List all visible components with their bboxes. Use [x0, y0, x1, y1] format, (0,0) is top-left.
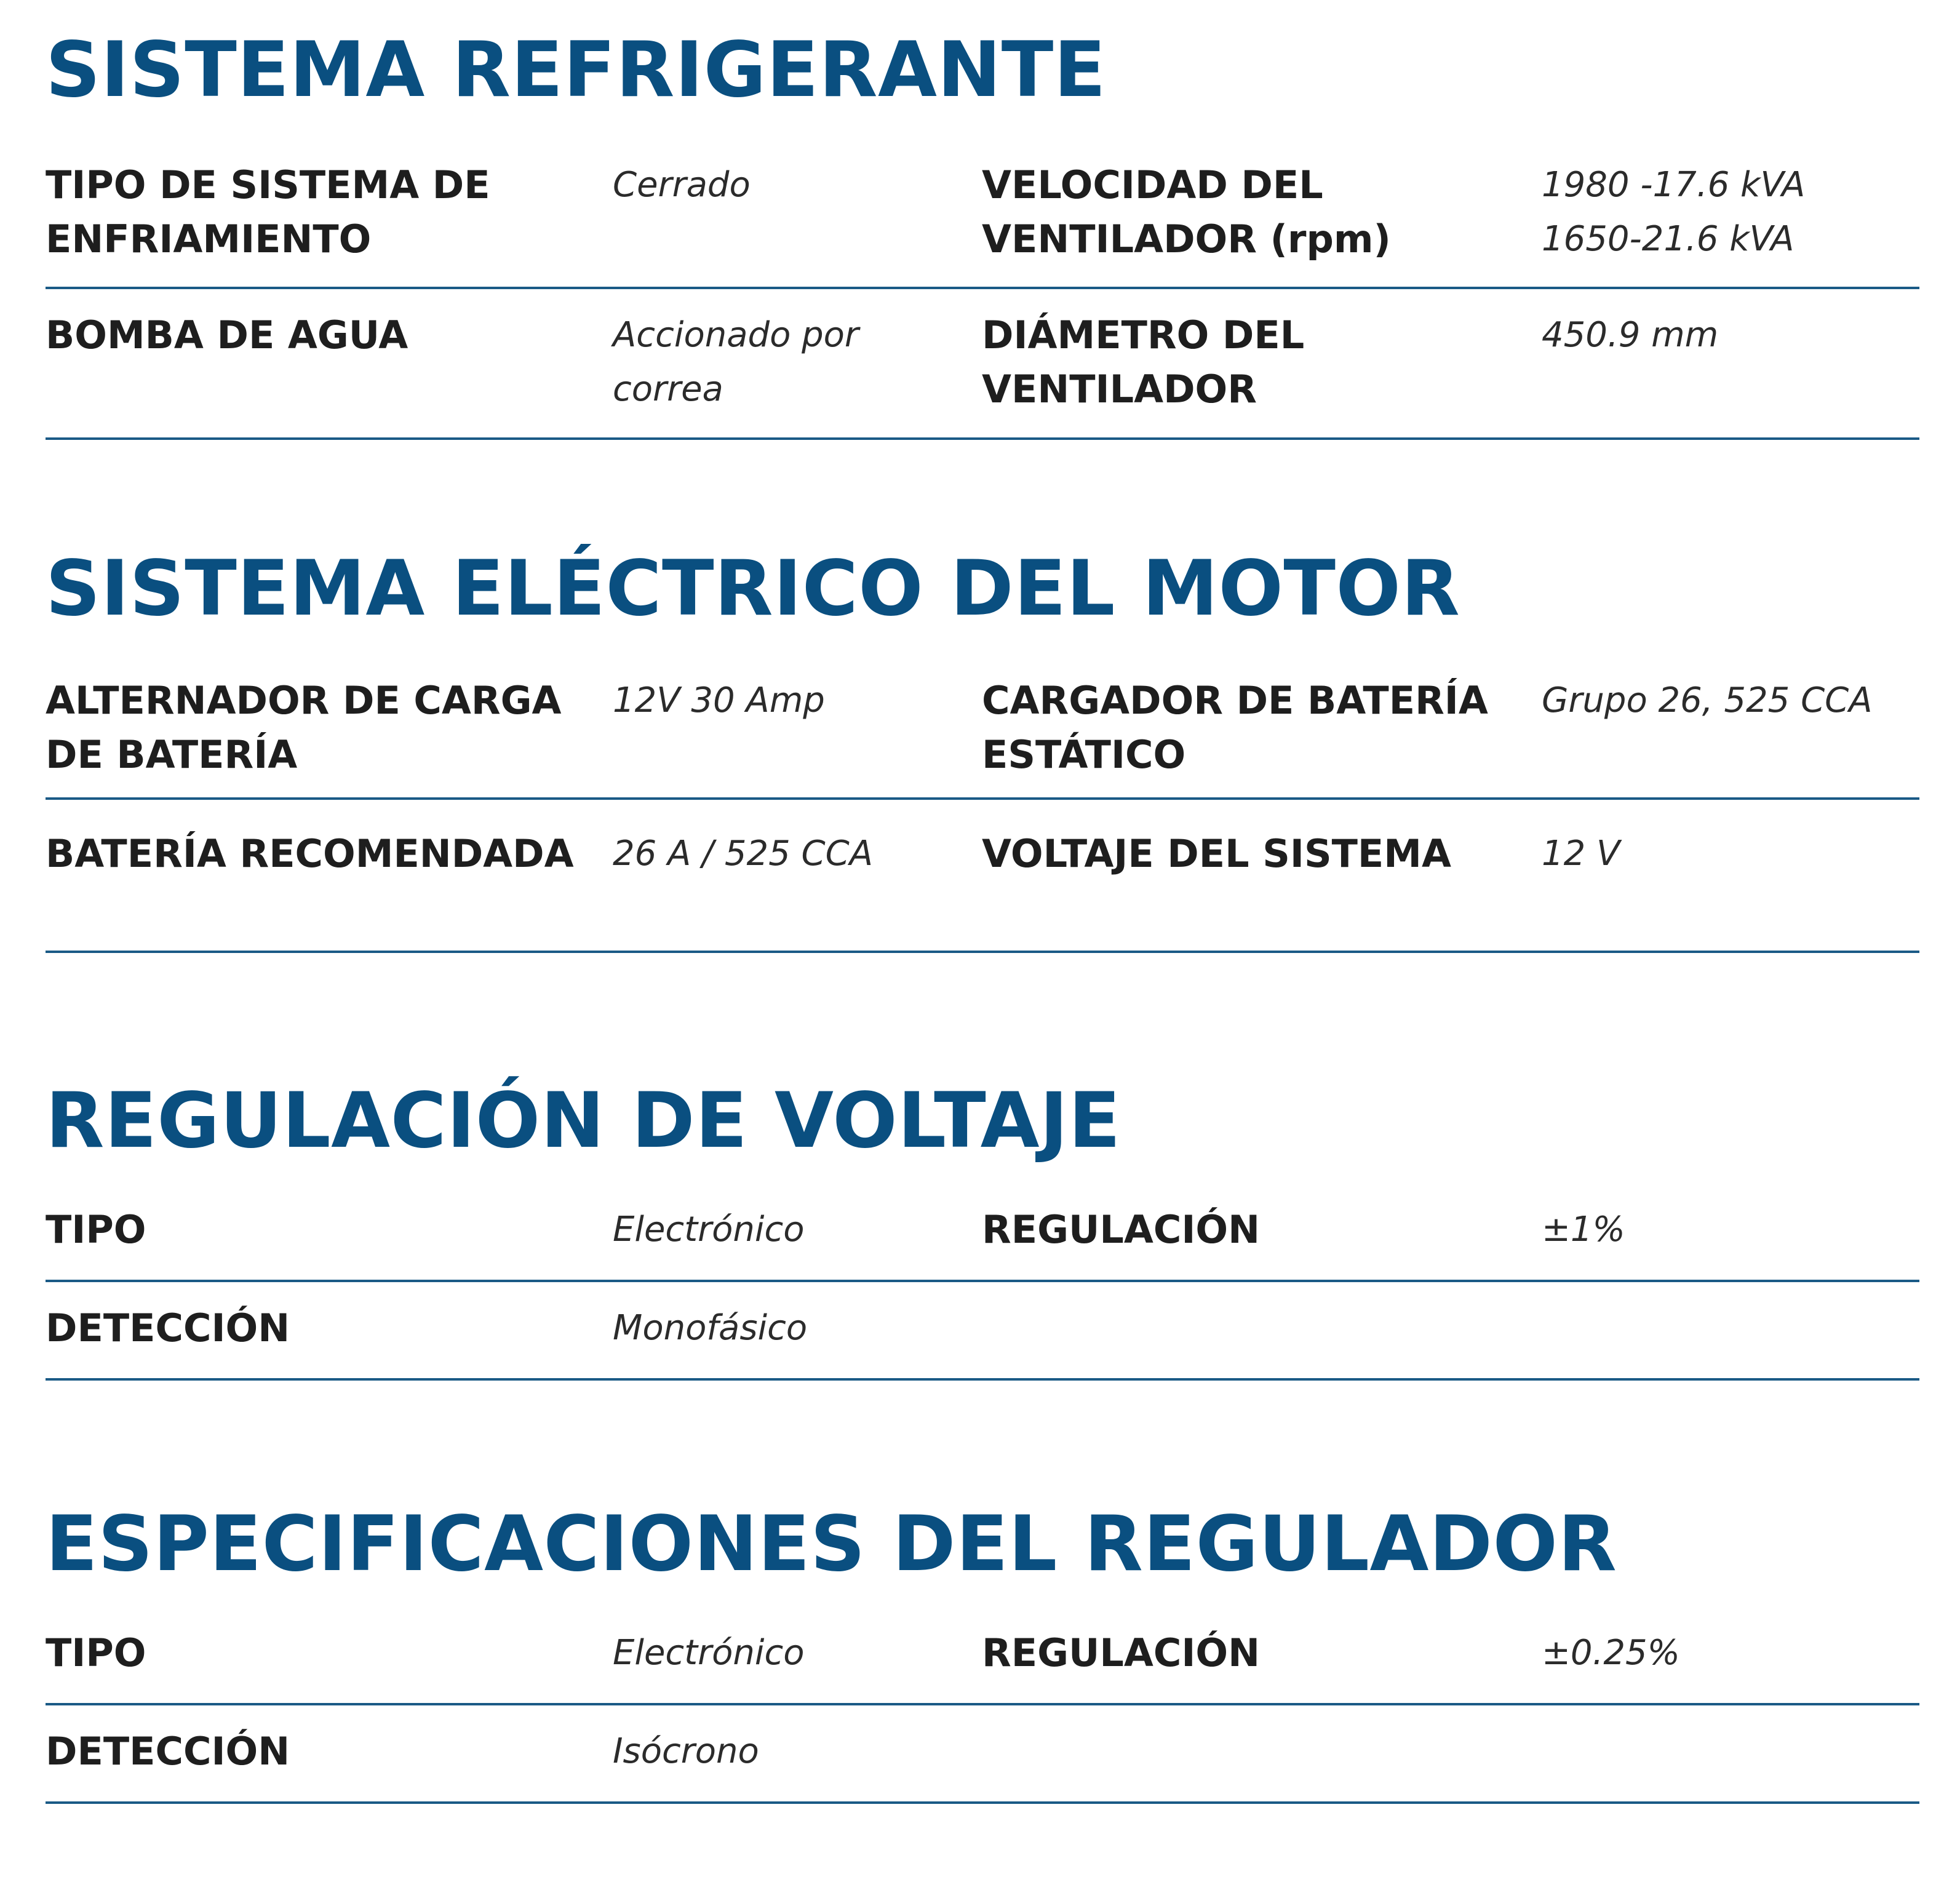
row-divider: [46, 951, 1919, 953]
spec-value: 12V 30 Amp: [613, 680, 825, 720]
spec-label: DETECCIÓN: [46, 1729, 290, 1774]
row-divider: [46, 797, 1919, 800]
spec-label: BATERÍA RECOMENDADA: [46, 831, 574, 876]
spec-value: Isócrono: [613, 1731, 759, 1771]
spec-value: Electrónico: [613, 1633, 805, 1673]
spec-value: Cerrado: [613, 165, 751, 205]
row-divider: [46, 1280, 1919, 1282]
row-divider: [46, 1703, 1919, 1705]
row-divider: [46, 1801, 1919, 1804]
spec-label: REGULACIÓN: [982, 1207, 1260, 1252]
spec-label: CARGADOR DE BATERÍA ESTÁTICO: [982, 678, 1488, 777]
spec-label: DIÁMETRO DEL VENTILADOR: [982, 313, 1305, 412]
spec-label: VOLTAJE DEL SISTEMA: [982, 831, 1451, 876]
spec-value: 26 A / 525 CCA: [613, 834, 874, 874]
spec-value: Electrónico: [613, 1210, 805, 1250]
spec-value: 12 V: [1542, 834, 1620, 874]
spec-label: TIPO: [46, 1630, 146, 1675]
spec-value: ±0.25%: [1542, 1633, 1680, 1673]
spec-value: 1980 -17.6 kVA 1650-21.6 kVA: [1542, 165, 1806, 259]
spec-label: REGULACIÓN: [982, 1630, 1260, 1675]
row-divider: [46, 437, 1919, 440]
spec-value: 450.9 mm: [1542, 315, 1719, 355]
spec-label: VELOCIDAD DEL VENTILADOR (rpm): [982, 162, 1391, 261]
spec-label: TIPO: [46, 1207, 146, 1252]
spec-value: Monofásico: [613, 1308, 808, 1348]
spec-value: Grupo 26, 525 CCA: [1542, 680, 1873, 720]
spec-value: ±1%: [1542, 1210, 1625, 1250]
section-title: SISTEMA ELÉCTRICO DEL MOTOR: [46, 544, 1460, 633]
spec-value: Accionado por correa: [613, 315, 859, 409]
spec-label: DETECCIÓN: [46, 1306, 290, 1350]
section-title: REGULACIÓN DE VOLTAJE: [46, 1077, 1121, 1165]
section-title: SISTEMA REFRIGERANTE: [46, 26, 1107, 114]
row-divider: [46, 287, 1919, 289]
spec-label: TIPO DE SISTEMA DE ENFRIAMIENTO: [46, 162, 490, 261]
row-divider: [46, 1378, 1919, 1381]
spec-label: ALTERNADOR DE CARGA DE BATERÍA: [46, 678, 562, 777]
section-title: ESPECIFICACIONES DEL REGULADOR: [46, 1500, 1617, 1589]
spec-label: BOMBA DE AGUA: [46, 313, 408, 357]
